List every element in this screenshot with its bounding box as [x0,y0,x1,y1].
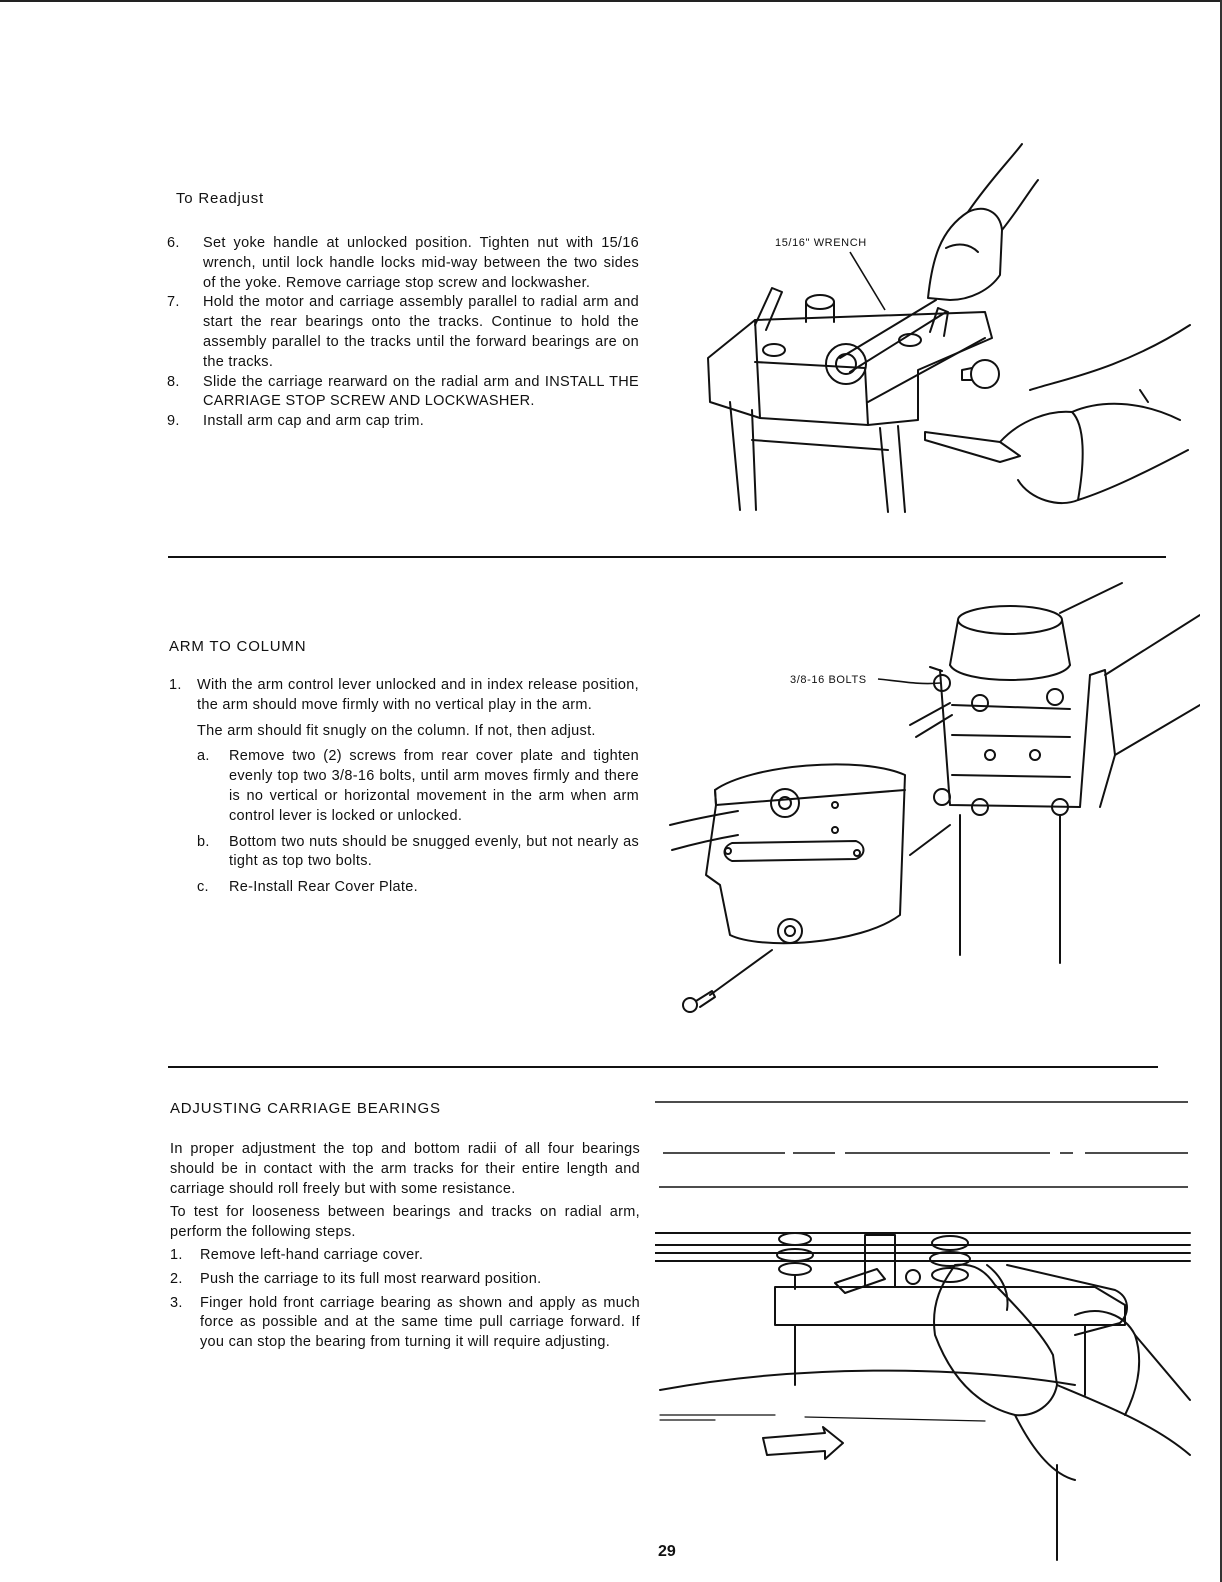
step-text: Remove left-hand carriage cover. [200,1246,424,1263]
readjust-steps [167,234,639,432]
arm-to-column-steps [169,676,639,898]
step-number: 3. [170,1294,183,1311]
substep-label: a. [197,748,210,765]
step-text: With the arm control lever unlocked and in index release position, the arm should move firmly with no vertical play in the arm. [197,677,639,713]
step-text: Set yoke handle at unlocked position. Tighten nut with 15/16 wrench, until lock handle locks mid-way between the two sides of the yoke. Remove carriage stop screw and lockwasher. [203,235,639,291]
step-number: 9. [167,413,180,430]
list-item [169,833,639,873]
step-number: 1. [169,677,182,693]
page-number: 29 [658,1543,676,1560]
step-number: 7. [167,294,180,311]
list-item [167,412,639,432]
paragraph: In proper adjustment the top and bottom radii of all four bearings should be in contact with the arm tracks for their entire length and carriage should roll freely but with some resistance. [170,1141,640,1197]
step-text: Slide the carriage rearward on the radial arm and INSTALL THE CARRIAGE STOP SCREW AND LOCKWASHER. [203,373,639,410]
list-item [170,1294,640,1353]
substep-text: Bottom two nuts should be snugged evenly, but not nearly as tight as top two bolts. [229,833,639,870]
step-text: Install arm cap and arm cap trim. [203,413,425,430]
list-item [167,373,639,413]
step-text: Hold the motor and carriage assembly parallel to radial arm and start the rear bearings onto the tracks. Continue to hold the assembly parallel to the tracks until the forward bearings are on the tracks. [203,294,639,370]
step-number: 6. [167,235,180,251]
top-border [0,0,1222,2]
list-item [169,676,639,716]
step-number: 8. [167,373,180,390]
paragraph: To test for looseness between bearings and tracks on radial arm, perform the following steps. [170,1204,640,1241]
list-item [170,1270,640,1290]
note-lines [655,1095,1190,1195]
list-item [167,293,639,372]
bolts-label: 3/8-16 BOLTS [790,674,867,686]
step-text: Finger hold front carriage bearing as shown and apply as much force as possible and at the same time pull carriage forward. If you can stop the bearing from turning it will require adjusting. [200,1294,640,1351]
wrench-yoke-illustration [700,140,1200,525]
list-item [167,234,639,293]
section-divider [168,1066,1158,1068]
carriage-bearing-illustration [655,1225,1195,1565]
step-number: 1. [170,1246,183,1263]
to-readjust-heading: To Readjust [176,190,265,207]
carriage-bearings-heading: ADJUSTING CARRIAGE BEARINGS [170,1100,441,1117]
wrench-label: 15/16" WRENCH [775,237,867,249]
step-number: 2. [170,1270,183,1287]
note-text: The arm should fit snugly on the column. If not, then adjust. [197,722,596,739]
carriage-bearings-text [170,1140,640,1353]
arm-column-illustration [660,575,1200,1020]
step-text: Push the carriage to its full most rearward position. [200,1270,542,1287]
substep-label: c. [197,879,209,896]
substep-text: Remove two (2) screws from rear cover plate and tighten evenly top two 3/8-16 bolts, until arm moves firmly and there is no vertical or horizontal movement in the arm when arm control lever is locked or unlocked. [229,748,639,824]
substep-text: Re-Install Rear Cover Plate. [229,879,418,896]
list-item [170,1246,640,1266]
section-divider [168,556,1166,558]
list-item [169,878,639,898]
list-item [169,747,639,826]
arm-to-column-heading: ARM TO COLUMN [169,638,307,655]
substep-label: b. [197,833,210,850]
